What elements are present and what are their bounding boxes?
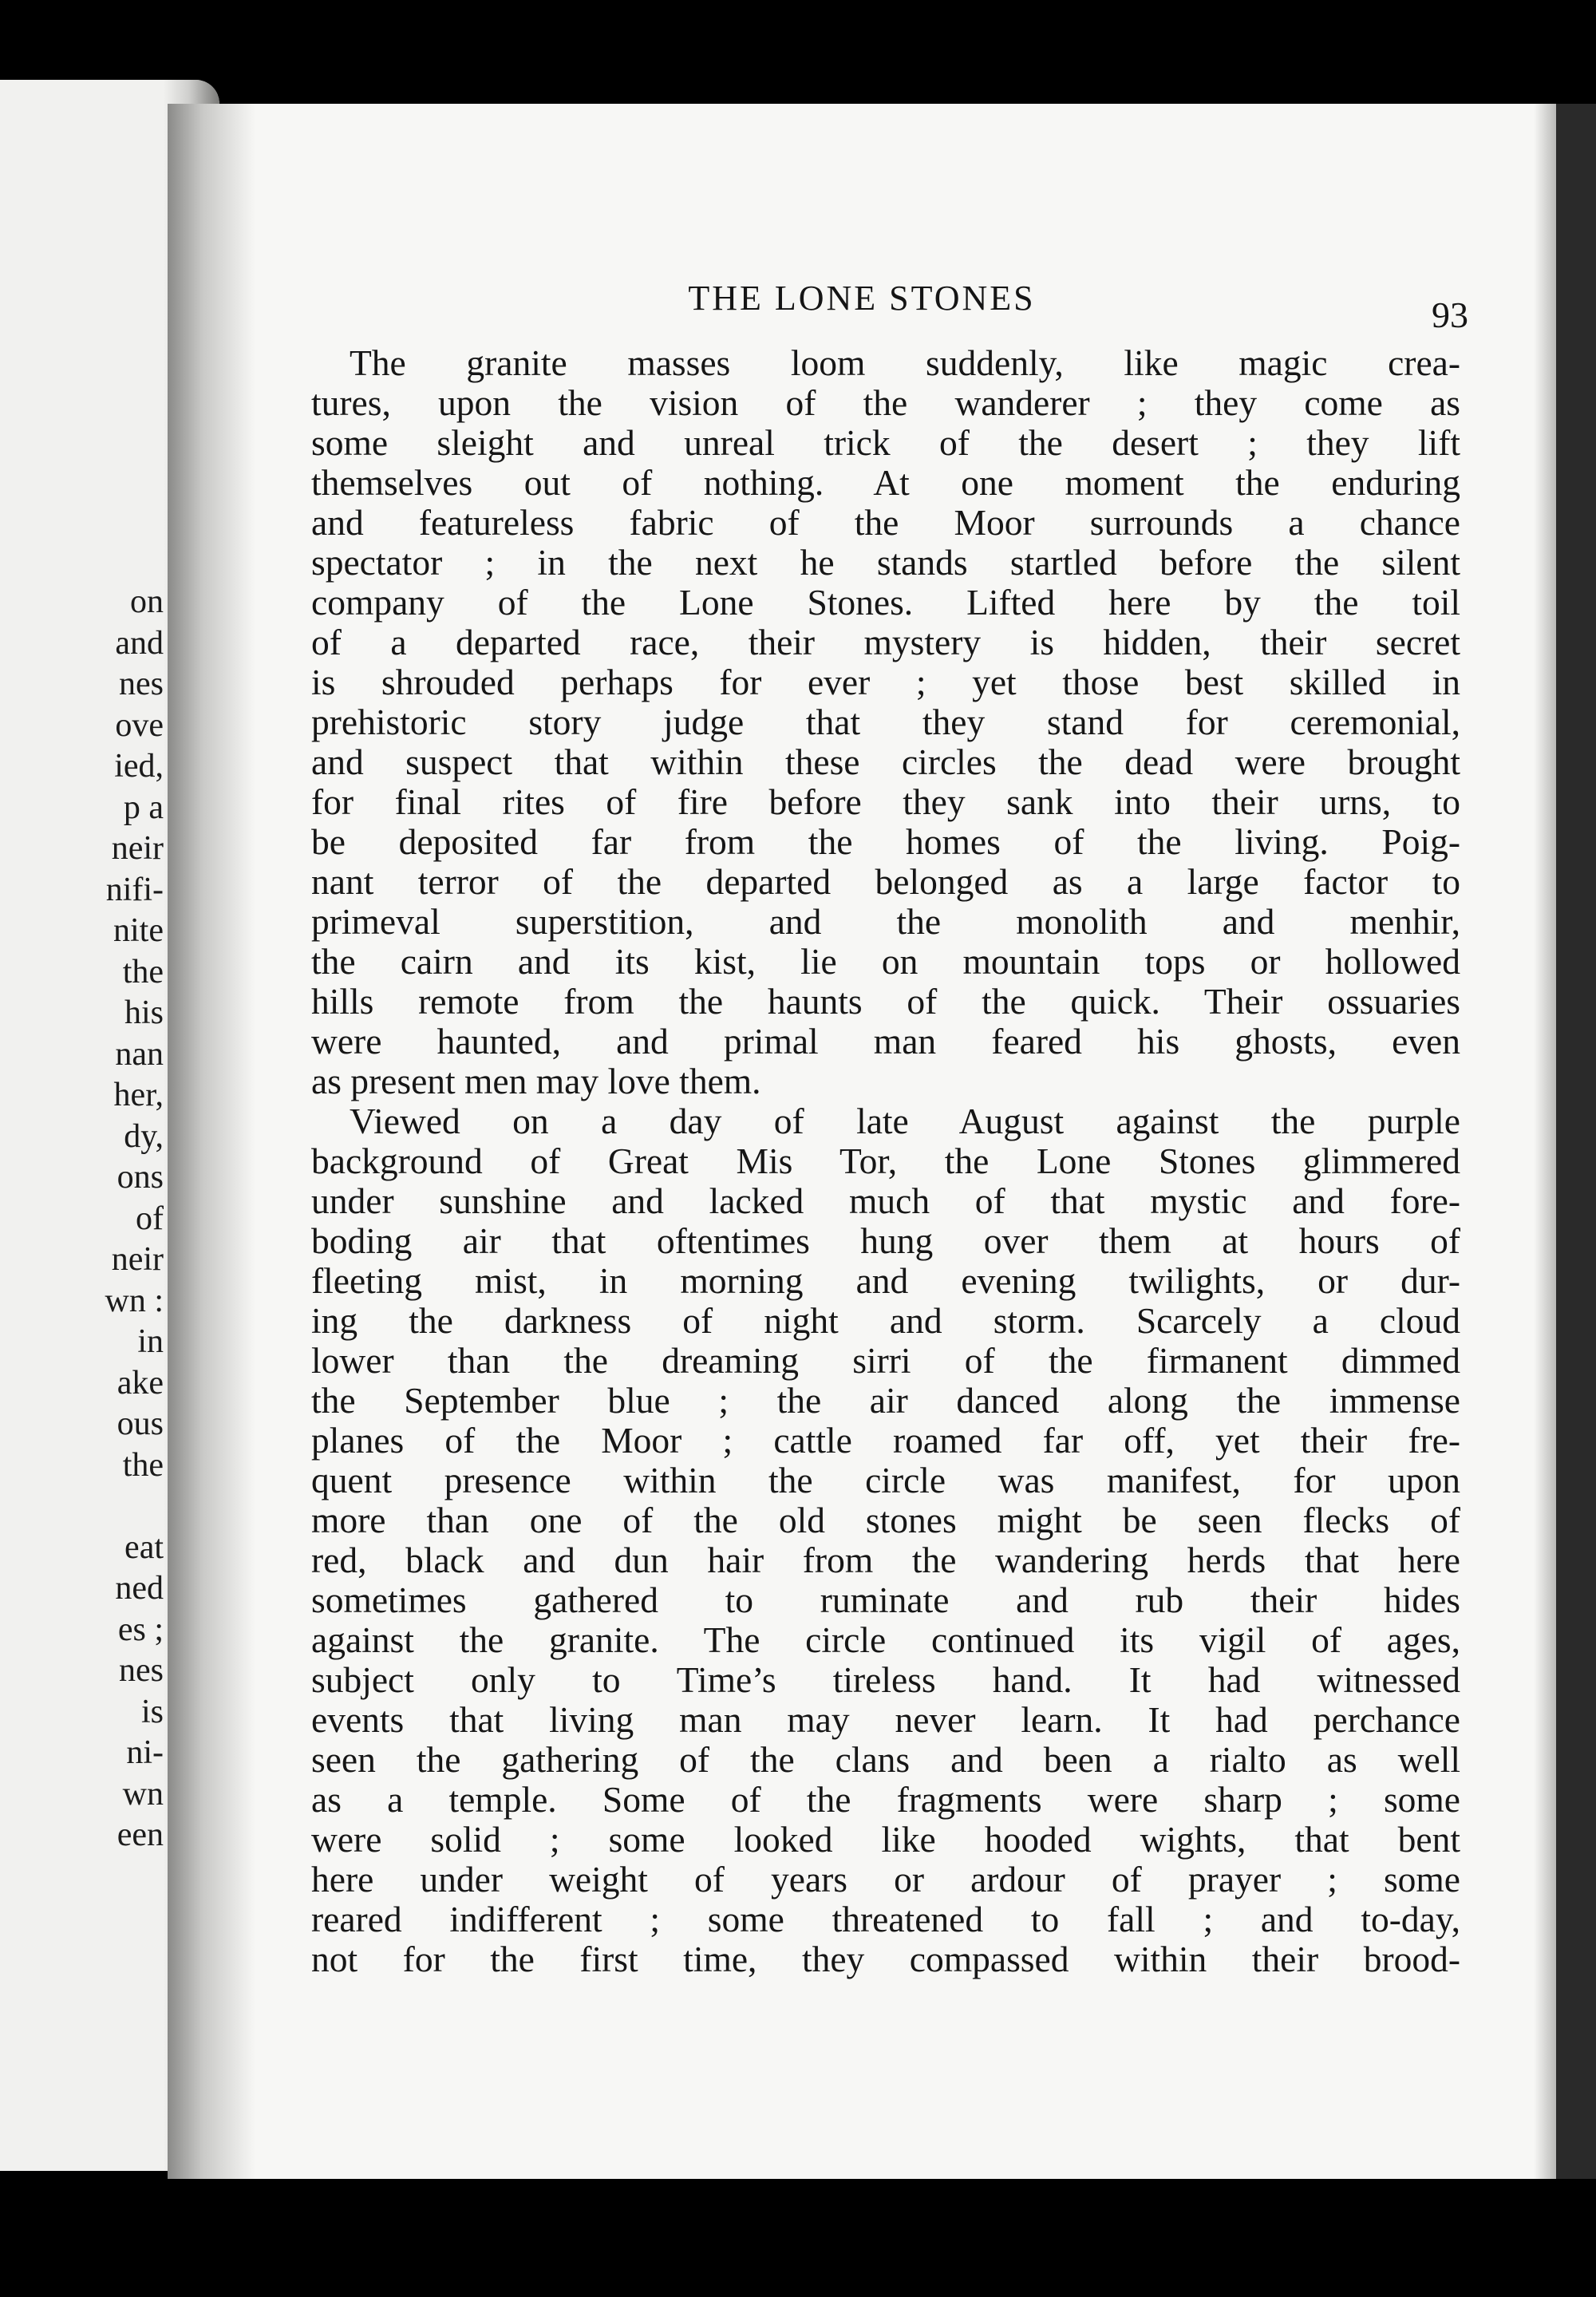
text-line: seen the gathering of the clans and been a rialto as well xyxy=(311,1739,1460,1780)
text-line: more than one of the old stones might be seen flecks of xyxy=(311,1500,1460,1540)
text-line: company of the Lone Stones. Lifted here by the toil xyxy=(311,582,1460,623)
text-line: not for the first time, they compassed within their brood- xyxy=(311,1939,1460,1979)
text-line: The granite masses loom suddenly, like magic crea- xyxy=(350,342,1460,383)
left-page-fragment: is xyxy=(140,1693,164,1730)
text-line: fleeting mist, in morning and evening twilights, or dur- xyxy=(311,1260,1460,1301)
text-line: prehistoric story judge that they stand for ceremonial, xyxy=(311,702,1460,742)
left-page-fragment: wn : xyxy=(105,1282,164,1319)
right-page xyxy=(168,104,1556,2179)
text-line: be deposited far from the homes of the living. Poig- xyxy=(311,821,1460,862)
text-line: some sleight and unreal trick of the desert ; they lift xyxy=(311,422,1460,463)
left-page-fragment: nite xyxy=(113,912,164,949)
left-page-fragment: neir xyxy=(111,830,164,867)
text-line: the September blue ; the air danced along the immense xyxy=(311,1380,1460,1421)
text-line: planes of the Moor ; cattle roamed far off, yet their fre- xyxy=(311,1420,1460,1461)
left-page-fragment: nifi- xyxy=(105,871,164,908)
text-line: as a temple. Some of the fragments were sharp ; some xyxy=(311,1779,1460,1820)
text-line: and suspect that within these circles the dead were brought xyxy=(311,741,1460,782)
left-page-fragment: in xyxy=(137,1323,164,1360)
left-page-fragment: eat xyxy=(124,1528,164,1566)
left-page-fragment: on xyxy=(130,583,164,620)
text-line: reared indifferent ; some threatened to fall ; and to-day, xyxy=(311,1899,1460,1939)
text-line: quent presence within the circle was manifest, for upon xyxy=(311,1460,1460,1500)
text-line: of a departed race, their mystery is hidden, their secret xyxy=(311,622,1460,662)
left-page-fragment: dy, xyxy=(124,1117,164,1155)
text-line: under sunshine and lacked much of that mystic and fore- xyxy=(311,1180,1460,1221)
text-line: lower than the dreaming sirri of the firmanent dimmed xyxy=(311,1340,1460,1381)
left-page-fragment: ni- xyxy=(126,1734,164,1771)
page-number: 93 xyxy=(1432,295,1468,335)
left-page-fragment: nan xyxy=(115,1035,164,1073)
text-line: ing the darkness of night and storm. Scarcely a cloud xyxy=(311,1300,1460,1341)
left-page-fragment: neir xyxy=(111,1241,164,1278)
left-page-fragment: of xyxy=(136,1200,164,1237)
left-page-fragment: the xyxy=(122,1446,164,1484)
text-line: the cairn and its kist, lie on mountain tops or hollowed xyxy=(311,941,1460,982)
left-page-fragment: the xyxy=(122,953,164,990)
text-line: and featureless fabric of the Moor surrounds a chance xyxy=(311,502,1460,543)
left-page-fragment: ons xyxy=(117,1159,164,1196)
text-line: subject only to Time’s tireless hand. It had witnessed xyxy=(311,1659,1460,1700)
left-page-fragment: nes xyxy=(119,666,164,702)
left-page-fragment: ous xyxy=(117,1405,164,1442)
text-line: nant terror of the departed belonged as a large factor to xyxy=(311,861,1460,902)
left-page-fragment: ied, xyxy=(114,748,164,785)
text-line: were solid ; some looked like hooded wights, that bent xyxy=(311,1819,1460,1860)
text-line: against the granite. The circle continued its vigil of ages, xyxy=(311,1619,1460,1660)
left-page-fragment: es ; xyxy=(117,1611,164,1648)
left-page-fragment: wn xyxy=(122,1775,164,1813)
text-line: background of Great Mis Tor, the Lone Stones glimmered xyxy=(311,1141,1460,1181)
right-page-edge-shadow xyxy=(1534,104,1556,2179)
left-page-fragment: p a xyxy=(123,789,164,826)
text-line: themselves out of nothing. At one moment the enduring xyxy=(311,462,1460,503)
book-cover-edge xyxy=(1556,104,1596,2179)
left-page-fragment: ove xyxy=(115,706,164,744)
text-line: sometimes gathered to ruminate and rub their hides xyxy=(311,1579,1460,1620)
text-line: hills remote from the haunts of the quick. Their ossuaries xyxy=(311,981,1460,1022)
left-page-fragment: een xyxy=(117,1817,164,1853)
left-page-fragment: and xyxy=(115,624,164,662)
text-line: Viewed on a day of late August against the purple xyxy=(350,1101,1460,1141)
text-line: as present men may love them. xyxy=(311,1061,761,1101)
right-page-gutter-shadow xyxy=(168,104,255,2179)
text-line: primeval superstition, and the monolith and menhir, xyxy=(311,901,1460,942)
left-page-fragment: his xyxy=(124,994,164,1031)
left-page-fragment: ned xyxy=(115,1570,164,1607)
text-line: tures, upon the vision of the wanderer ; they come as xyxy=(311,382,1460,423)
running-head: THE LONE STONES xyxy=(688,279,1036,318)
left-page-fragment: nes xyxy=(119,1652,164,1689)
text-line: boding air that oftentimes hung over them at hours of xyxy=(311,1220,1460,1261)
text-line: spectator ; in the next he stands startled before the silent xyxy=(311,542,1460,583)
left-page-fragment: ake xyxy=(117,1364,164,1402)
text-line: is shrouded perhaps for ever ; yet those best skilled in xyxy=(311,662,1460,702)
text-line: were haunted, and primal man feared his ghosts, even xyxy=(311,1021,1460,1062)
text-line: here under weight of years or ardour of prayer ; some xyxy=(311,1859,1460,1900)
text-line: red, black and dun hair from the wandering herds that here xyxy=(311,1540,1460,1580)
text-line: events that living man may never learn. It had perchance xyxy=(311,1699,1460,1740)
text-line: for final rites of fire before they sank into their urns, to xyxy=(311,781,1460,822)
left-page-fragment: her, xyxy=(113,1077,164,1113)
body-text xyxy=(311,343,1460,1979)
